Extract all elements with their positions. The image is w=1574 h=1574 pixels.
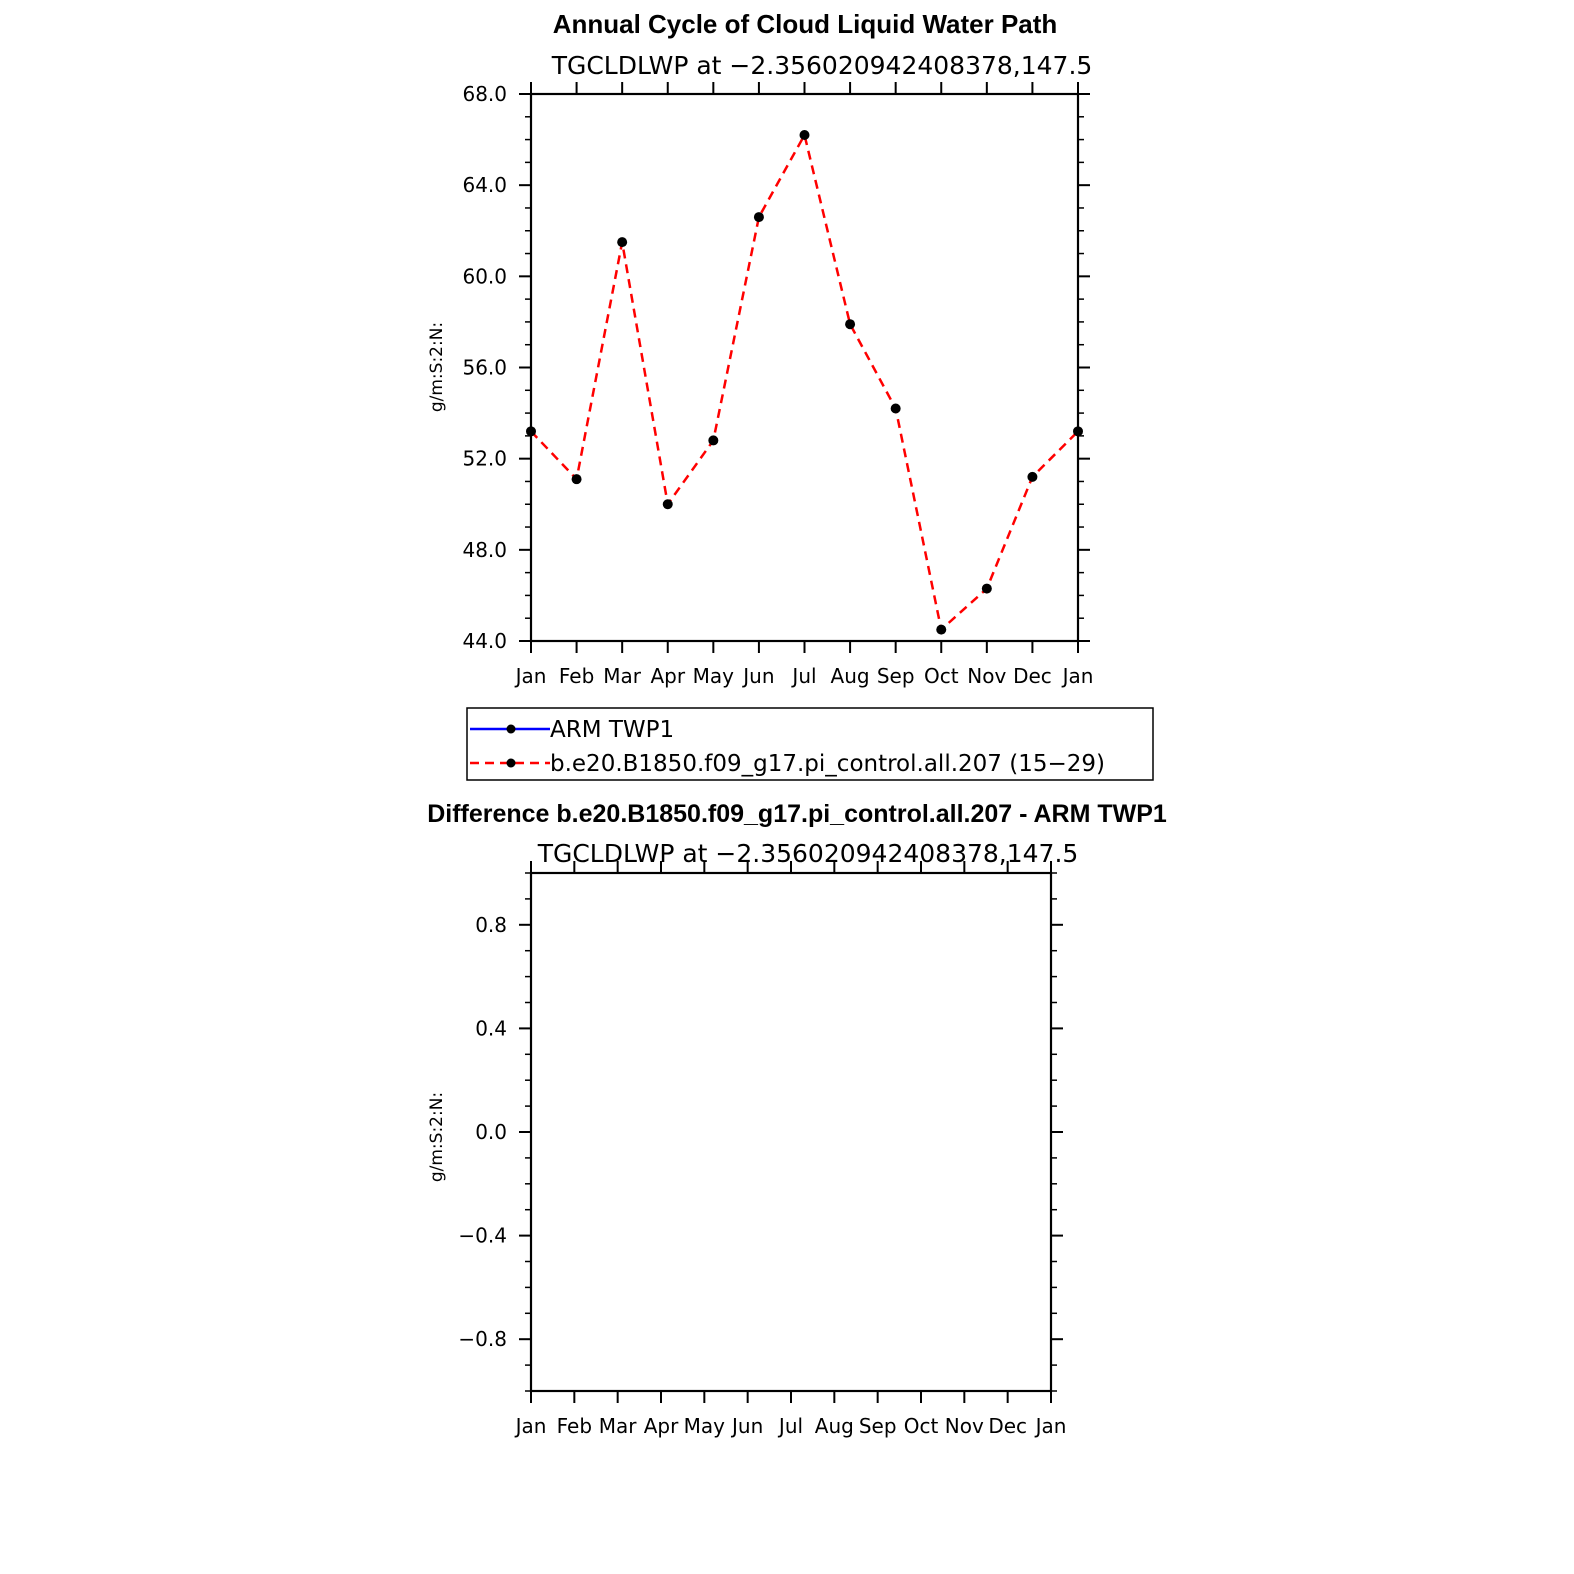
data-point xyxy=(845,319,855,329)
x-tick-label: Sep xyxy=(876,664,915,688)
y-tick-label: 52.0 xyxy=(462,446,507,471)
axis-ticks xyxy=(519,861,1063,1403)
chart-subtitle: TGCLDLWP at −2.356020942408378,147.5 xyxy=(551,51,1093,80)
data-point xyxy=(663,499,673,509)
x-tick-label: Jan xyxy=(515,664,547,688)
y-tick-label: 64.0 xyxy=(462,173,507,198)
data-point xyxy=(526,426,536,436)
x-tick-label: Aug xyxy=(830,664,870,688)
y-tick-label: 44.0 xyxy=(462,629,507,653)
y-tick-label: 60.0 xyxy=(462,264,507,289)
legend-label-0: ARM TWP1 xyxy=(550,717,675,743)
legend-label-1: b.e20.B1850.f09_g17.pi_control.all.207 (15−29) xyxy=(550,751,1105,777)
x-tick-label: Jan xyxy=(515,1414,547,1438)
data-point xyxy=(800,130,810,140)
tick-labels xyxy=(458,913,1066,1438)
y-tick-label: 0.0 xyxy=(475,1120,507,1144)
legend-marker-0 xyxy=(507,725,516,734)
x-tick-label: Apr xyxy=(643,1414,679,1438)
legend-marker-1 xyxy=(507,759,516,768)
y-tick-label: 56.0 xyxy=(462,355,507,380)
y-axis-label: g/m:S:2:N: xyxy=(427,1091,447,1183)
x-tick-label: Feb xyxy=(558,664,595,688)
plot-frame xyxy=(531,873,1051,1391)
data-point xyxy=(891,404,901,414)
x-tick-label: Dec xyxy=(1013,664,1052,688)
x-tick-label: Feb xyxy=(556,1414,593,1438)
y-tick-label: 0.4 xyxy=(475,1016,507,1041)
x-tick-label: Jan xyxy=(1035,1414,1067,1438)
axis-ticks xyxy=(519,82,1090,653)
y-tick-label: 48.0 xyxy=(462,537,507,562)
x-tick-label: Apr xyxy=(650,664,686,688)
data-point xyxy=(708,435,718,445)
x-tick-label: Jun xyxy=(743,664,775,688)
x-tick-label: May xyxy=(692,664,735,688)
x-tick-label: May xyxy=(683,1414,726,1438)
x-tick-label: Jan xyxy=(1062,664,1094,688)
x-tick-label: Jul xyxy=(792,664,817,688)
annual-cycle-panel xyxy=(427,9,1093,688)
y-tick-label: 0.8 xyxy=(475,912,507,937)
x-tick-label: Nov xyxy=(967,664,1007,688)
x-tick-label: Nov xyxy=(944,1414,984,1438)
y-axis-label: g/m:S:2:N: xyxy=(427,321,447,413)
x-tick-label: Oct xyxy=(903,1414,939,1438)
x-tick-label: Dec xyxy=(988,1414,1028,1438)
x-tick-label: Oct xyxy=(923,664,959,688)
data-series xyxy=(526,130,1083,635)
difference-panel xyxy=(427,800,1167,1438)
data-point xyxy=(1073,426,1083,436)
data-point xyxy=(936,625,946,635)
y-tick-label: −0.4 xyxy=(458,1223,507,1248)
data-point xyxy=(572,474,582,484)
tick-labels xyxy=(462,82,1093,688)
y-tick-label: −0.8 xyxy=(458,1327,507,1352)
data-point xyxy=(1027,472,1037,482)
plot-frame xyxy=(531,94,1078,641)
chart-title: Annual Cycle of Cloud Liquid Water Path xyxy=(552,9,1058,39)
x-tick-label: Sep xyxy=(858,1414,897,1438)
chart-title: Difference b.e20.B1850.f09_g17.pi_control.all.207 - ARM TWP1 xyxy=(427,800,1167,828)
x-tick-label: Jun xyxy=(732,1414,764,1438)
chart-subtitle: TGCLDLWP at −2.356020942408378,147.5 xyxy=(537,839,1079,868)
x-tick-label: Mar xyxy=(603,664,642,688)
axes xyxy=(531,94,1078,641)
legend-entry-1 xyxy=(470,751,1105,777)
y-tick-label: 68.0 xyxy=(462,82,507,106)
legend xyxy=(467,708,1153,780)
x-tick-label: Mar xyxy=(598,1414,637,1438)
axes xyxy=(531,873,1051,1391)
x-tick-label: Jul xyxy=(778,1414,804,1438)
data-point xyxy=(617,237,627,247)
series-line-1 xyxy=(531,135,1078,630)
x-tick-label: Aug xyxy=(814,1414,854,1438)
data-point xyxy=(754,212,764,222)
data-point xyxy=(982,584,992,594)
